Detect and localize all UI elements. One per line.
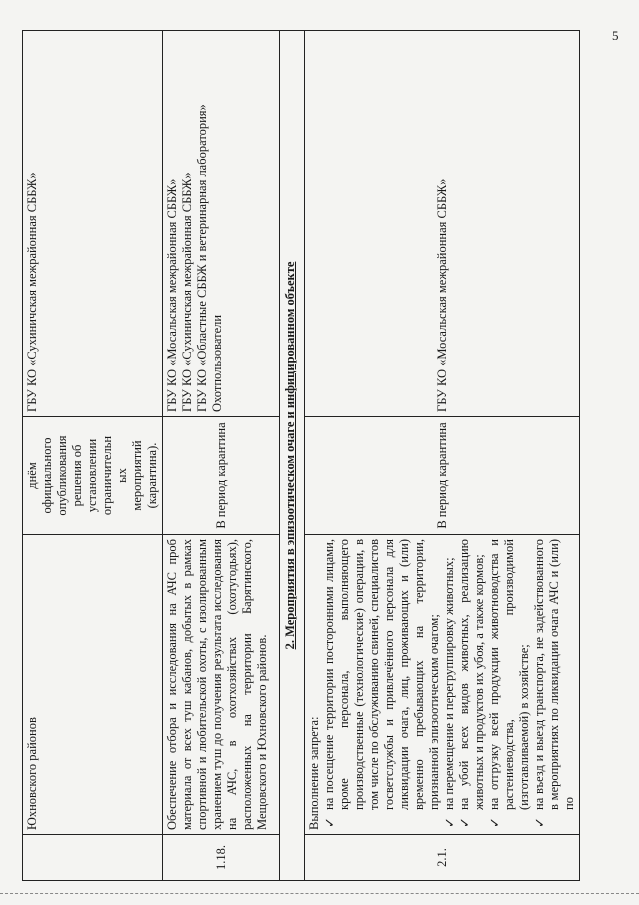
measures-table — [22, 30, 580, 881]
table-row — [305, 31, 580, 881]
checkmark-icon: ✓ — [442, 817, 457, 828]
checkmark-icon: ✓ — [322, 817, 337, 828]
period-text: днём официального опубликования решения об установлении ограничительн ых мероприятий (карантина). — [23, 417, 163, 535]
checkmark-icon: ✓ — [532, 817, 547, 828]
period-text: В период карантина — [305, 417, 580, 535]
list-item: ✓ на въезд и выезд транспорта, не задействованного в мероприятиях по ликвидации очага АЧС и (или) по — [532, 539, 576, 828]
row-number: 2.1. — [305, 835, 580, 881]
table-row — [23, 31, 163, 881]
responsible-text: ГБУ КО «Мосальская межрайонная СББЖ» ГБУ КО «Сухиничская межрайонная СББЖ» ГБУ КО «Областные СББЖ и ветеринарная лаборатория» Охотпользователи — [163, 31, 280, 417]
responsible-text: ГБУ КО «Мосальская межрайонная СББЖ» — [305, 31, 580, 417]
checkmark-icon: ✓ — [457, 817, 472, 828]
row-number: 1.18. — [163, 835, 280, 881]
measure-text — [305, 535, 580, 835]
checkmark-icon: ✓ — [487, 817, 502, 828]
list-item: ✓ на посещение территории посторонними лицами, кроме персонала, выполняющего производственные (технологические) операции, в том числе по обслуживанию свиней, специалистов госветслужбы и привлечённого персонала для ликвидации очага, лиц, проживающих и (или) временно пребывающих на территории, признанной эпизоотическим очагом; — [322, 539, 441, 828]
section-title: 2. Мероприятия в эпизоотическом очаге и инфицированном объекте — [280, 31, 305, 881]
responsible-text: ГБУ КО «Сухиничская межрайонная СББЖ» — [23, 31, 163, 417]
section-header-row — [280, 31, 305, 881]
measure-intro: Выполнение запрета: — [307, 716, 321, 830]
list-item: ✓ на перемещение и перегруппировку животных; — [442, 557, 457, 828]
list-item: ✓ на отгрузку всей продукции животноводства и растениеводства, производимой (изготавливаемой) в хозяйстве; — [487, 539, 531, 828]
page-number: 5 — [612, 28, 619, 43]
table-row — [163, 31, 280, 881]
row-number — [23, 835, 163, 881]
prohibition-list — [322, 539, 577, 830]
measure-text: Юхновского районов — [23, 535, 163, 835]
period-text: В период карантина — [163, 417, 280, 535]
scan-edge-divider — [0, 893, 639, 895]
measure-text: Обеспечение отбора и исследования на АЧС проб материала от всех туш кабанов, добытых в рамках спортивной и любительской охоты, с изолированным хранением туш до получения результата исследования на АЧС, в охотхозяйствах (охотугодьях), расположенных на территории Барятинского, Мещовского и Юхновского районов. — [163, 535, 280, 835]
list-item: ✓ на убой всех видов животных, реализацию животных и продуктов их убоя, а также кормов; — [457, 539, 486, 828]
rotated-page-content — [22, 31, 606, 881]
